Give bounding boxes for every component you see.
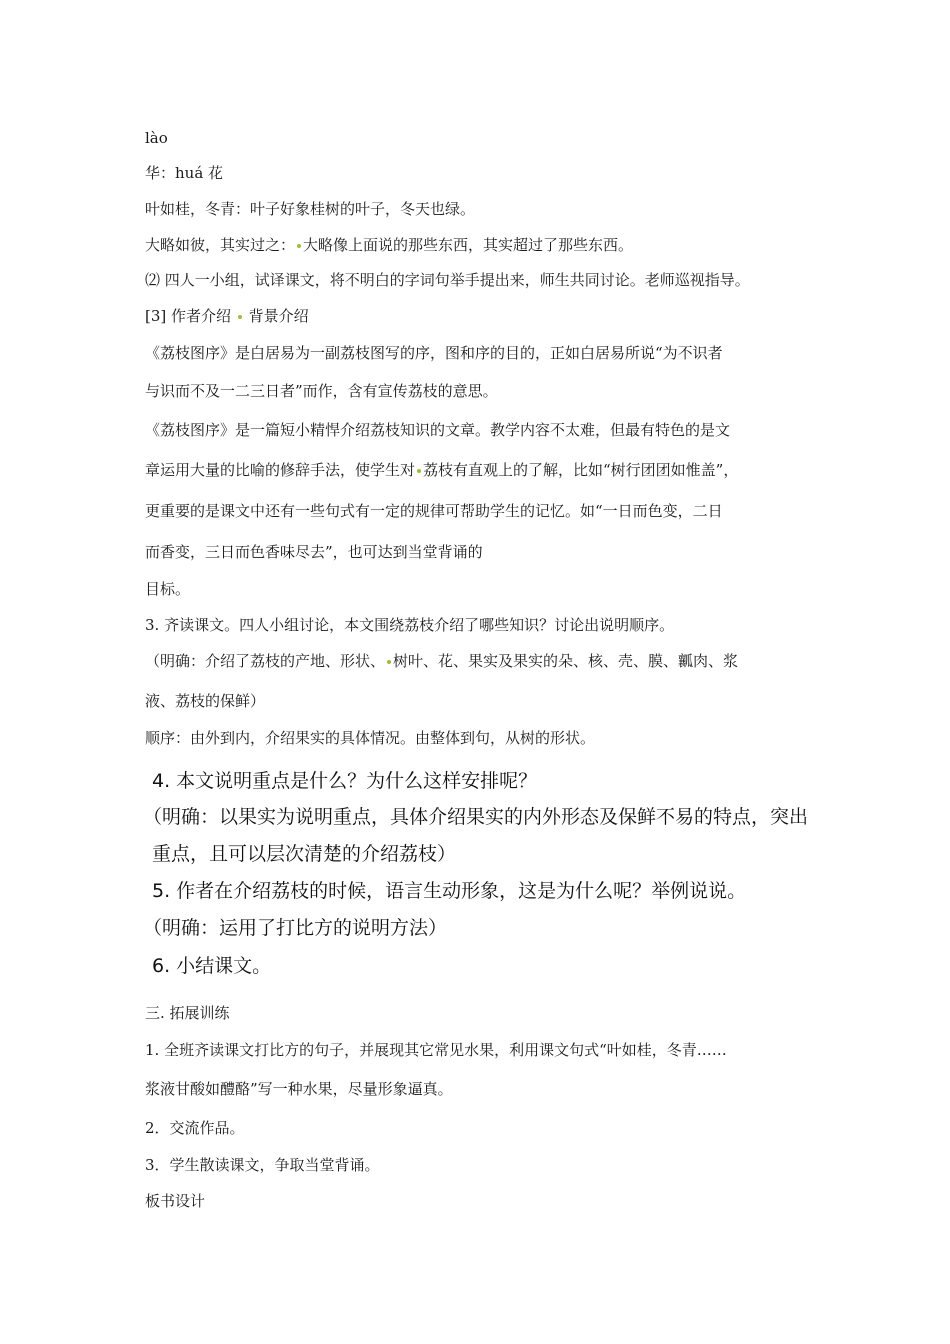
paragraph-line: 更重要的是课文中还有一些句式有一定的规律可帮助学生的记忆。如“一日而色变，二日 (145, 502, 723, 520)
exercise-1: 1. 全班齐读课文打比方的句子，并展现其它常见水果，利用课文句式“叶如桂，冬青…… (145, 1041, 727, 1059)
text-span: 大略如彼，其实过之： (145, 236, 296, 254)
answer-4-line: 重点，且可以层次清楚的介绍荔枝） (152, 843, 457, 865)
dot-mark (417, 469, 421, 473)
annotation-dalue (145, 235, 633, 255)
step-6: 6. 小结课文。 (152, 955, 272, 977)
answer-line (145, 651, 738, 671)
dot-mark (297, 244, 301, 248)
paragraph-line (145, 460, 738, 480)
exercise-1-cont: 浆液甘酸如醴酪”写一种水果，尽量形象逼真。 (145, 1080, 453, 1098)
paragraph-line: 目标。 (145, 580, 191, 598)
text-span: 荔枝有直观上的了解，比如“树行团团如惟盖”， (423, 461, 739, 479)
order-line: 顺序：由外到内，介绍果实的具体情况。由整体到句，从树的形状。 (145, 729, 596, 747)
answer-4-line: （明确：以果实为说明重点，具体介绍果实的内外形态及保鲜不易的特点，突出 (143, 806, 809, 828)
section-heading: 三. 拓展训练 (145, 1004, 230, 1022)
text-span: 大略像上面说的那些东西，其实超过了那些东西。 (303, 236, 634, 254)
text-span: 树叶、花、果实及果实的朵、核、壳、膜、瓤肉、浆 (393, 652, 739, 670)
text-span: [3] 作者介绍 (145, 307, 232, 325)
paragraph-line: 《荔枝图序》是一篇短小精悍介绍荔枝知识的文章。教学内容不太难，但最有特色的是文 (145, 421, 731, 439)
paragraph-line: 而香变，三日而色香味尽去”，也可达到当堂背诵的 (145, 543, 483, 561)
dot-mark (387, 660, 391, 664)
paragraph-line: 与识而不及一二三日者”而作，含有宣传荔枝的意思。 (145, 382, 498, 400)
step-3 (145, 306, 309, 326)
question-5: 5. 作者在介绍荔枝的时候，语言生动形象，这是为什么呢？举例说说。 (152, 880, 747, 902)
pinyin-lao: lào (145, 129, 168, 147)
annotation-hua: 华：huá 花 (145, 164, 224, 182)
dot-mark (238, 315, 242, 319)
text-span: （明确：介绍了荔枝的产地、形状、 (145, 652, 386, 670)
step-2: ⑵ 四人一小组，试译课文，将不明白的字词句举手提出来，师生共同讨论。老师巡视指导。 (145, 271, 750, 289)
board-design-heading: 板书设计 (145, 1192, 206, 1210)
answer-line: 液、荔枝的保鲜） (145, 692, 266, 710)
step-3-read: 3. 齐读课文。四人小组讨论，本文围绕荔枝介绍了哪些知识？讨论出说明顺序。 (145, 616, 675, 634)
paragraph-line: 《荔枝图序》是白居易为一副荔枝图写的序，图和序的目的，正如白居易所说“为不识者 (145, 344, 723, 362)
annotation-yeru: 叶如桂，冬青：叶子好象桂树的叶子，冬天也绿。 (145, 200, 476, 218)
exercise-2: 2．交流作品。 (145, 1119, 245, 1137)
answer-5: （明确：运用了打比方的说明方法） (143, 917, 448, 939)
question-4: 4. 本文说明重点是什么？为什么这样安排呢？ (152, 770, 538, 792)
text-span: 章运用大量的比喻的修辞手法，使学生对 (145, 461, 416, 479)
text-span: 背景介绍 (248, 307, 309, 325)
exercise-3: 3．学生散读课文，争取当堂背诵。 (145, 1156, 380, 1174)
